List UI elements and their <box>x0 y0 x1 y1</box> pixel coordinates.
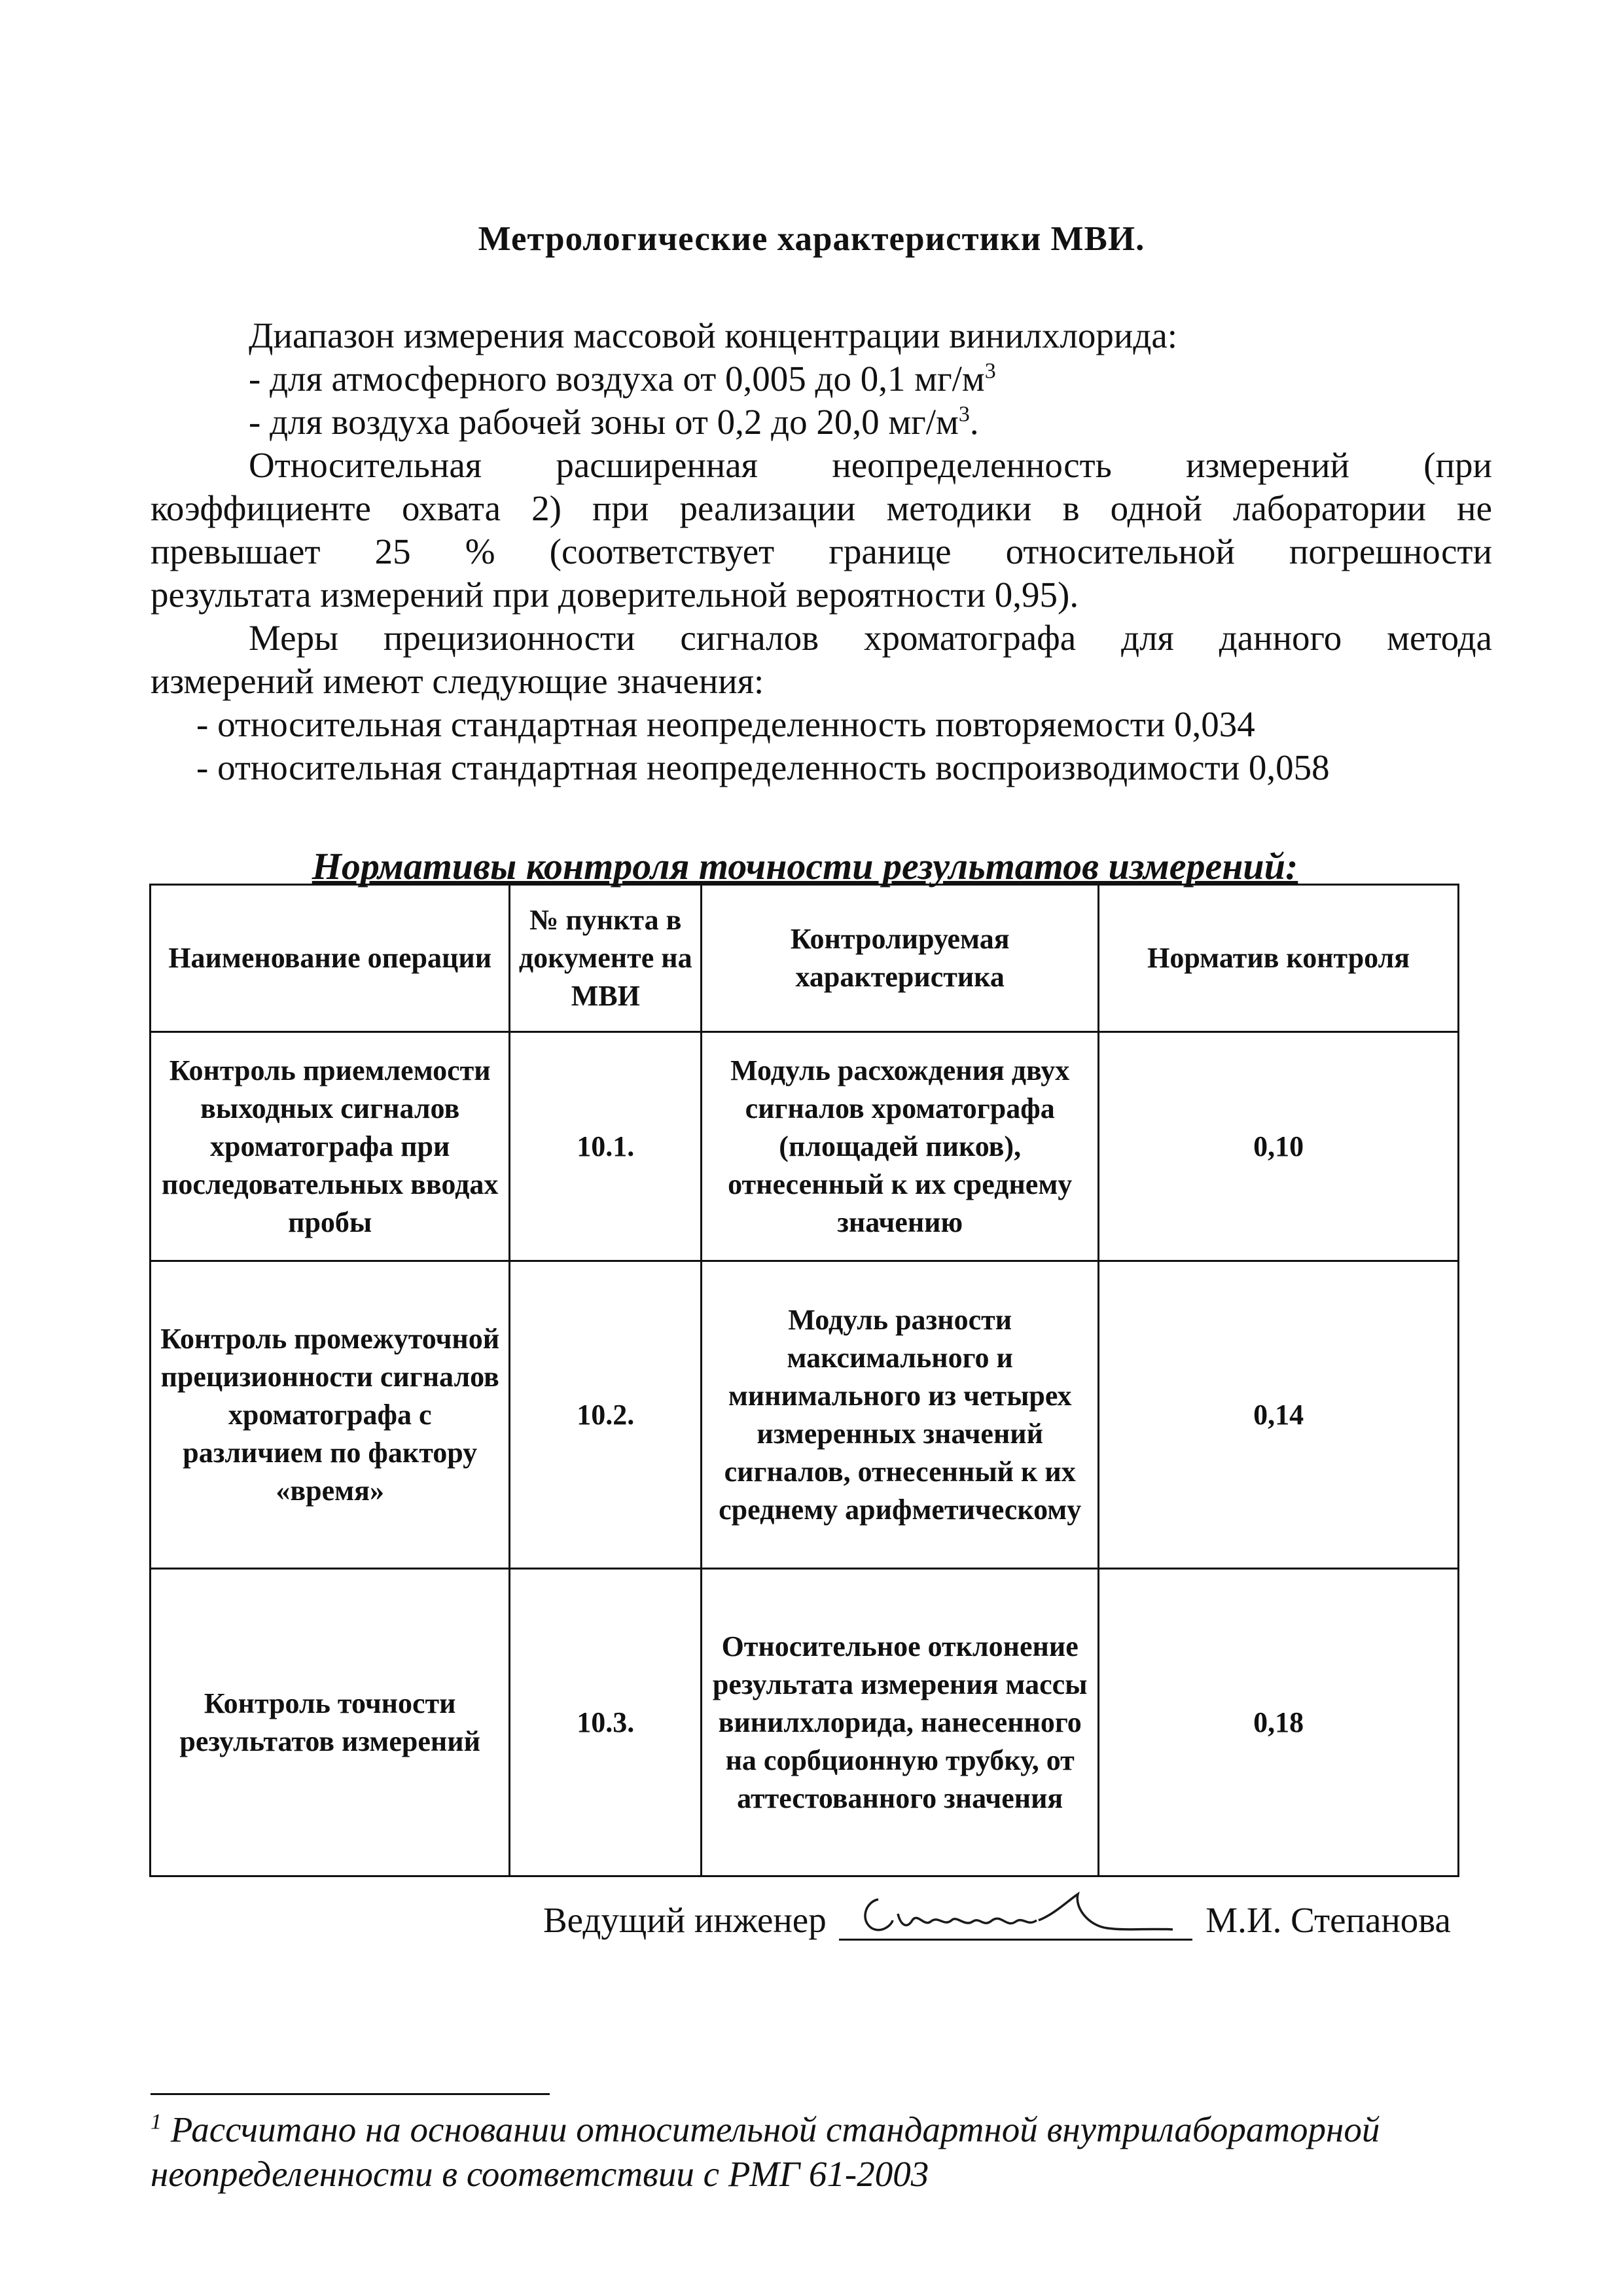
row-clause: 10.2. <box>510 1261 702 1569</box>
row-characteristic: Модуль разности максимального и минимального из четырех измеренных значений сигналов, отнесенный к их среднему арифметическому <box>702 1261 1099 1569</box>
footnote-marker: 1 <box>151 2109 162 2134</box>
signature-position: Ведущий инженер <box>543 1900 827 1940</box>
table-header-row <box>151 885 1459 1032</box>
range-atmosphere-sup: 3 <box>984 359 996 384</box>
range-atmosphere <box>151 357 1492 401</box>
header-clause: № пункта в документе на МВИ <box>510 885 702 1032</box>
handwritten-signature <box>852 1888 1186 1940</box>
precision-line-1: Меры прецизионности сигналов хроматографа для данного метода <box>249 618 1492 658</box>
uncertainty-line-1: Относительная расширенная неопределенность измерений (при <box>249 445 1492 485</box>
footnote <box>151 2108 1492 2197</box>
range-workzone-sup: 3 <box>958 402 970 427</box>
precision-reproducibility: - относительная стандартная неопределенность воспроизводимости 0,058 <box>196 747 1330 787</box>
table-row <box>151 1261 1459 1569</box>
range-heading: Диапазон измерения массовой концентрации винилхлорида: <box>249 315 1178 355</box>
range-workzone-text: - для воздуха рабочей зоны от 0,2 до 20,0 мг/м <box>249 402 959 442</box>
footnote-text: Рассчитано на основании относительной стандартной внутрилабораторной неопределенности в соответствии с РМГ 61-2003 <box>151 2109 1380 2194</box>
row-clause: 10.3. <box>510 1569 702 1876</box>
row-operation: Контроль точности результатов измерений <box>151 1569 510 1876</box>
table-caption: Нормативы контроля точности результатов измерений: <box>312 845 1298 888</box>
range-workzone <box>151 401 1492 444</box>
uncertainty-line-2: коэффициенте охвата 2) при реализации методики в одной лаборатории не <box>151 488 1492 528</box>
uncertainty-line-4: результата измерений при доверительной вероятности 0,95). <box>151 575 1079 615</box>
row-operation: Контроль промежуточной прецизионности сигналов хроматографа с различием по фактору «время» <box>151 1261 510 1569</box>
header-characteristic: Контролируемая характеристика <box>702 885 1099 1032</box>
row-characteristic: Модуль расхождения двух сигналов хроматографа (площадей пиков), отнесенный к их среднему значению <box>702 1032 1099 1261</box>
precision-repeatability: - относительная стандартная неопределенность повторяемости 0,034 <box>196 704 1255 744</box>
range-atmosphere-text: - для атмосферного воздуха от 0,005 до 0,1 мг/м <box>249 359 985 399</box>
signature-line <box>543 1898 1451 1941</box>
table-row <box>151 1569 1459 1876</box>
table-row <box>151 1032 1459 1261</box>
row-characteristic: Относительное отклонение результата измерения массы винилхлорида, нанесенного на сорбционную трубку, от аттестованного значения <box>702 1569 1099 1876</box>
row-norm: 0,14 <box>1099 1261 1459 1569</box>
norms-table <box>149 884 1459 1877</box>
signature-name: М.И. Степанова <box>1205 1900 1451 1940</box>
signature-blank <box>839 1898 1192 1941</box>
row-clause: 10.1. <box>510 1032 702 1261</box>
precision-line-2: измерений имеют следующие значения: <box>151 661 764 701</box>
header-operation: Наименование операции <box>151 885 510 1032</box>
row-norm: 0,10 <box>1099 1032 1459 1261</box>
row-operation: Контроль приемлемости выходных сигналов хроматографа при последовательных вводах пробы <box>151 1032 510 1261</box>
footnote-rule <box>151 2093 550 2095</box>
range-workzone-suffix: . <box>969 402 979 442</box>
header-norm: Норматив контроля <box>1099 885 1459 1032</box>
row-norm: 0,18 <box>1099 1569 1459 1876</box>
uncertainty-line-3: превышает 25 % (соответствует границе относительной погрешности <box>151 531 1492 571</box>
page-title: Метрологические характеристики МВИ. <box>478 220 1145 258</box>
